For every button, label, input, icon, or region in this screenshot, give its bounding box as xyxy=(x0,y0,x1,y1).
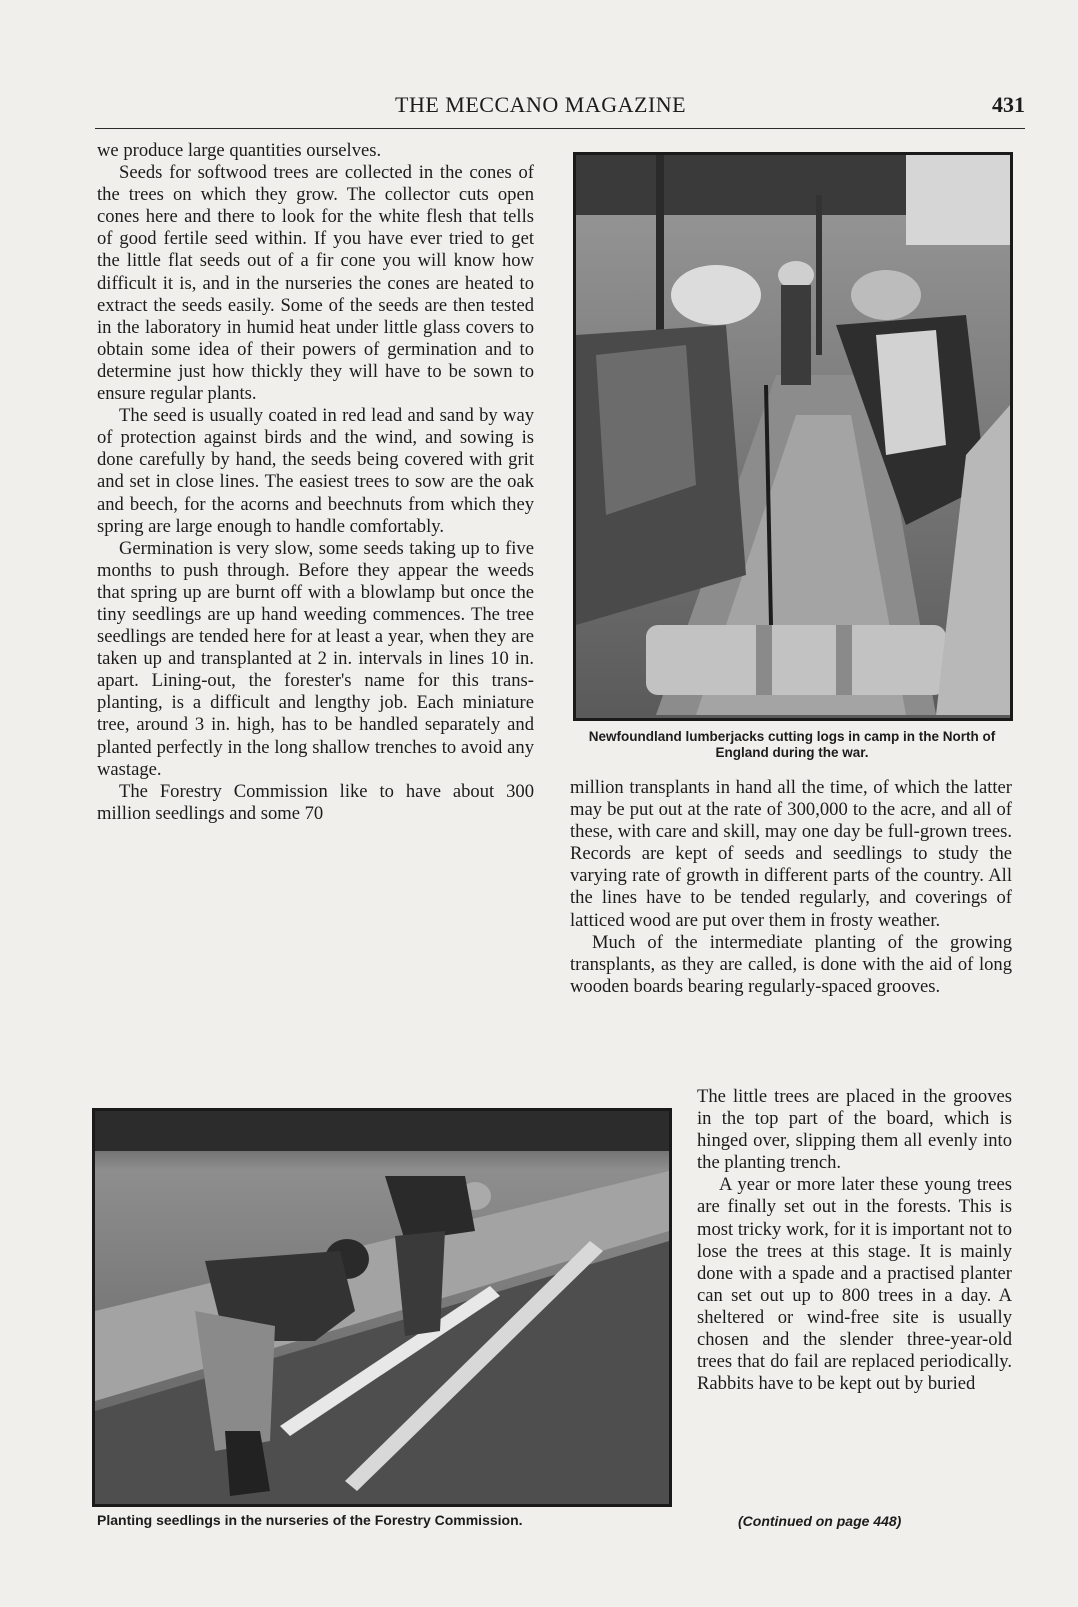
magazine-title: THE MECCANO MAGAZINE xyxy=(395,92,687,117)
left-column xyxy=(97,140,534,825)
planting-seedlings-photo-image xyxy=(95,1111,669,1504)
paragraph: The little trees are placed in the grooves in the top part of the board, which is hinged over, slipping them all evenly into the planting trench. xyxy=(697,1086,1012,1174)
lumberjacks-photo-image xyxy=(576,155,1010,718)
lumberjacks-photo xyxy=(573,152,1013,721)
page-number: 431 xyxy=(992,92,1025,117)
lumberjacks-caption: Newfoundland lumberjacks cutting logs in camp in the North of England during the war. xyxy=(588,729,996,760)
paragraph: Seeds for softwood trees are collected in the cones of the trees on which they grow. The collector cuts open cones here and there to look for the white flesh that tells of good fertile seed within. If you have ever tried to get the little flat seeds out of a fir cone you will know how difficult it is, and in the nurseries the cones are heated to extract the seeds easily. Some of the seeds are then tested in the laboratory in humid heat under little glass covers to obtain some idea of their powers of germination and to determine just how thickly they will have to be sown to ensure regular plants. xyxy=(97,162,534,405)
right-column xyxy=(570,777,1012,998)
paragraph: Much of the intermediate planting of the growing transplants, as they are called, is done with the aid of long wooden boards bearing regularly-spaced grooves. xyxy=(570,931,1012,997)
paragraph: A year or more later these young trees are finally set out in the forests. This is most tricky work, for it is important not to lose the trees at this stage. It is mainly done with a spade and a practised planter can set out up to 800 trees in a day. A sheltered or wind-free site is usually chosen and the slender three-year-old trees that do fail are replaced periodically. Rabbits have to be kept out by buried xyxy=(697,1174,1012,1395)
planting-seedlings-caption: Planting seedlings in the nurseries of the Forestry Commission. xyxy=(97,1512,523,1528)
masthead xyxy=(95,92,1025,129)
paragraph: we produce large quantities ourselves. xyxy=(97,140,382,161)
continued-note: (Continued on page 448) xyxy=(738,1513,902,1529)
paragraph: The seed is usually coated in red lead and sand by way of protection against birds and the wind, and sowing is done carefully by hand, the seeds being covered with grit and set in close lines. The easiest trees to sow are the oak and beech, for the acorns and beechnuts from which they spring are large enough to handle comfortably. xyxy=(97,405,534,537)
planting-seedlings-photo xyxy=(92,1108,672,1507)
narrow-column xyxy=(697,1086,1012,1395)
paragraph: The Forestry Commission like to have about 300 million seedlings and some 70 xyxy=(97,780,534,824)
paragraph: million transplants in hand all the time, of which the latter may be put out at the rate of 300,000 to the acre, and all of these, with care and skill, may one day be full-grown trees. Records are kept of seeds and seedlings to study the varying rate of growth in different parts of the country. All the lines have to be tended regularly, and coverings of latticed wood are put over them in frosty weather. xyxy=(570,777,1012,931)
paragraph: Germination is very slow, some seeds taking up to five months to push through. Before they appear the weeds that spring up are burnt off with a blowlamp but once the tiny seedlings are up hand weeding commences. The tree seedlings are tended here for at least a year, when they are taken up and transplanted at 2 in. intervals in lines 10 in. apart. Lining-out, the forester's name for this trans-planting, is a difficult and lengthy job. Each miniature tree, around 3 in. high, has to be handled separately and planted perfectly in the long shallow trenches to avoid any wastage. xyxy=(97,537,534,780)
